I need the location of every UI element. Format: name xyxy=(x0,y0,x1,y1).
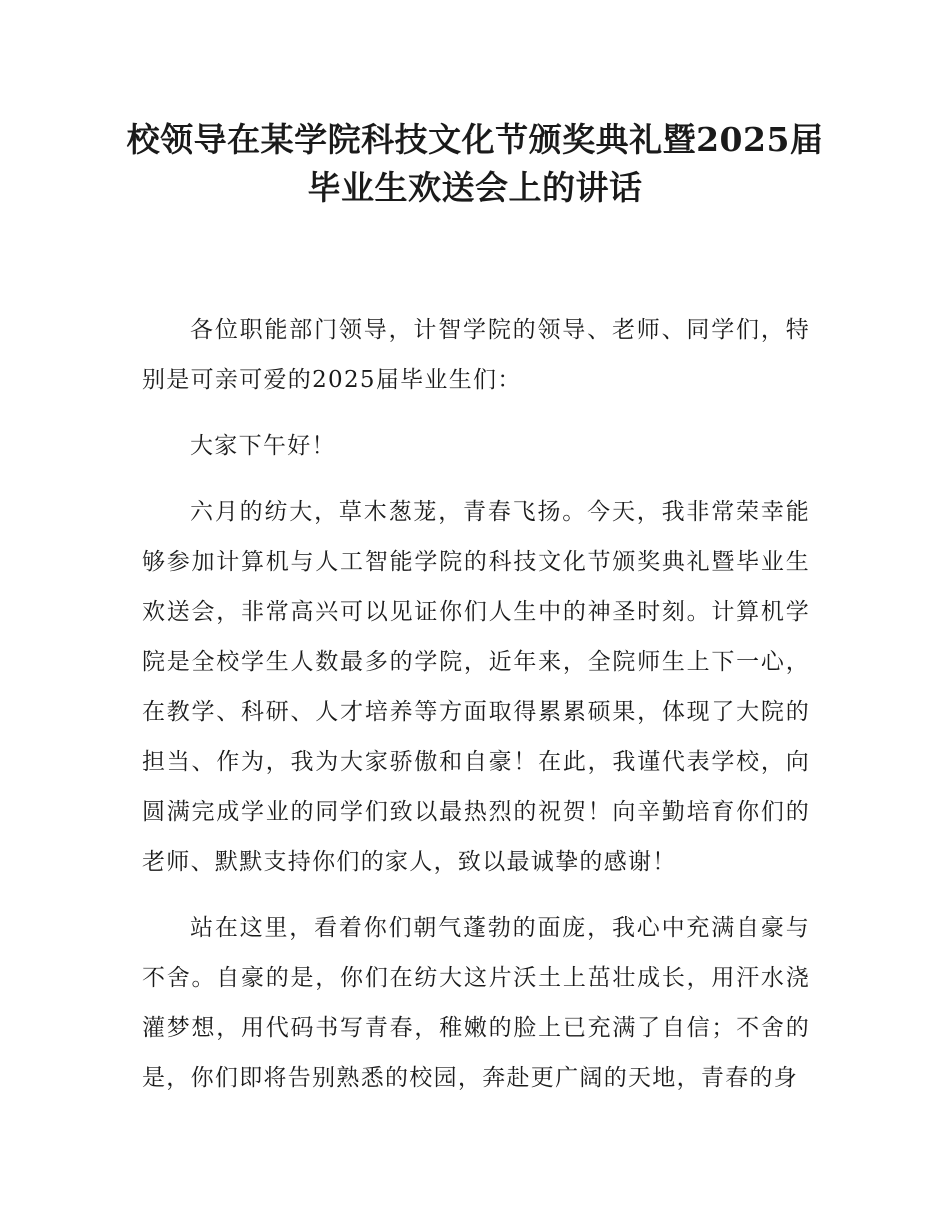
paragraph-opening: 六月的纺大，草木葱茏，青春飞扬。今天，我非常荣幸能够参加计算机与人工智能学院的科技文化节颁奖典礼暨毕业生欢送会，非常高兴可以见证你们人生中的神圣时刻。计算机学院是全校学生人数最多的学院，近年来，全院师生上下一心，在教学、科研、人才培养等方面取得累累硕果，体现了大院的担当、作为，我为大家骄傲和自豪！在此，我谨代表学校，向圆满完成学业的同学们致以最热烈的祝贺！向辛勤培育你们的老师、默默支持你们的家人，致以最诚挚的感谢！ xyxy=(142,499,810,875)
paragraph-salutation: 各位职能部门领导，计智学院的领导、老师、同学们，特别是可亲可爱的2025届毕业生们： xyxy=(142,317,810,393)
document-body xyxy=(142,305,810,1119)
document-title: 校领导在某学院科技文化节颁奖典礼暨2025届毕业生欢送会上的讲话 xyxy=(126,120,824,207)
paragraph-reflection: 站在这里，看着你们朝气蓬勃的面庞，我心中充满自豪与不舍。自豪的是，你们在纺大这片沃土上茁壮成长，用汗水浇灌梦想，用代码书写青春，稚嫩的脸上已充满了自信；不舍的是，你们即将告别熟悉的校园，奔赴更广阔的天地，青春的身 xyxy=(142,915,810,1091)
paragraph-greeting: 大家下午好！ xyxy=(190,433,336,459)
